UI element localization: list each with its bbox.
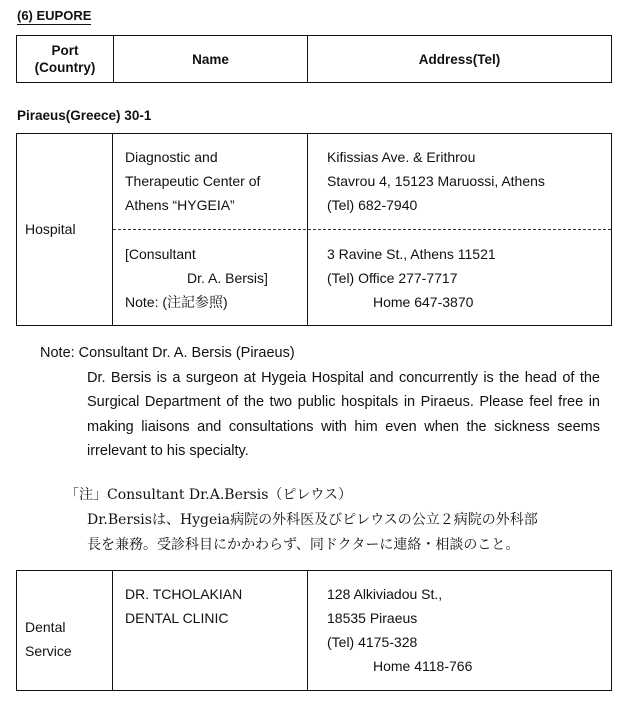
note-japanese	[65, 483, 538, 558]
hospital-table	[16, 133, 612, 326]
dental-category	[25, 615, 72, 663]
address-line: 18535 Piraeus	[327, 610, 418, 626]
hospital-entry2-name	[125, 242, 268, 314]
dental-address	[327, 582, 472, 678]
name-line: Note: (注記参照)	[125, 294, 228, 310]
header-port	[17, 36, 114, 83]
header-address: Address(Tel)	[308, 36, 612, 83]
name-line: DR. TCHOLAKIAN	[125, 586, 243, 602]
address-line: 3 Ravine St., Athens 11521	[327, 246, 496, 262]
port-heading: Piraeus(Greece) 30-1	[17, 108, 152, 123]
note-english-body: Dr. Bersis is a surgeon at Hygeia Hospital and concurrently is the head of the Surgical Department of the two public hospitals in Piraeus. Please feel free in making liaisons and consultations with him even when the sickness seems irrelevant to his specialty.	[87, 369, 600, 459]
note-japanese-heading: 「注」Consultant Dr.A.Bersis（ピレウス）	[65, 487, 352, 503]
name-line: Therapeutic Center of	[125, 173, 261, 189]
row-divider-dashed	[113, 229, 611, 230]
column-divider	[112, 571, 113, 690]
name-line: Diagnostic and	[125, 149, 218, 165]
address-line: Stavrou 4, 15123 Maruossi, Athens	[327, 173, 545, 189]
dental-name	[125, 582, 242, 630]
hospital-category: Hospital	[25, 221, 76, 237]
column-divider	[307, 571, 308, 690]
header-port-line1: Port	[51, 43, 79, 58]
name-line: Athens “HYGEIA”	[125, 197, 235, 213]
tel-line: Home 4118-766	[373, 658, 473, 674]
note-english-heading: Note: Consultant Dr. A. Bersis (Piraeus)	[40, 345, 295, 361]
header-port-line2: (Country)	[34, 60, 96, 75]
category-line: Service	[25, 643, 72, 659]
address-line: 128 Alkiviadou St.,	[327, 586, 443, 602]
name-line: DENTAL CLINIC	[125, 610, 229, 626]
hospital-entry1-address	[327, 145, 545, 217]
tel-line: (Tel) Office 277-7717	[327, 270, 458, 286]
tel-line: (Tel) 682-7940	[327, 197, 418, 213]
tel-line: Home 647-3870	[373, 294, 474, 310]
section-title: (6) EUPORE	[17, 8, 92, 23]
note-japanese-body-line1: Dr.Bersisは、Hygeia病院の外科医及びピレウスの公立２病院の外科部	[87, 512, 538, 528]
name-line: Dr. A. Bersis]	[187, 270, 268, 286]
header-table	[16, 35, 612, 83]
hospital-entry1-name	[125, 145, 260, 217]
header-name: Name	[114, 36, 308, 83]
category-line: Dental	[25, 619, 66, 635]
hospital-entry2-address	[327, 242, 496, 314]
note-japanese-body-line2: 長を兼務。受診科目にかかわらず、同ドクターに連絡・相談のこと。	[87, 537, 520, 553]
address-line: Kifissias Ave. & Erithrou	[327, 149, 476, 165]
tel-line: (Tel) 4175-328	[327, 634, 418, 650]
note-english	[40, 341, 600, 464]
name-line: [Consultant	[125, 246, 196, 262]
dental-table	[16, 570, 612, 691]
